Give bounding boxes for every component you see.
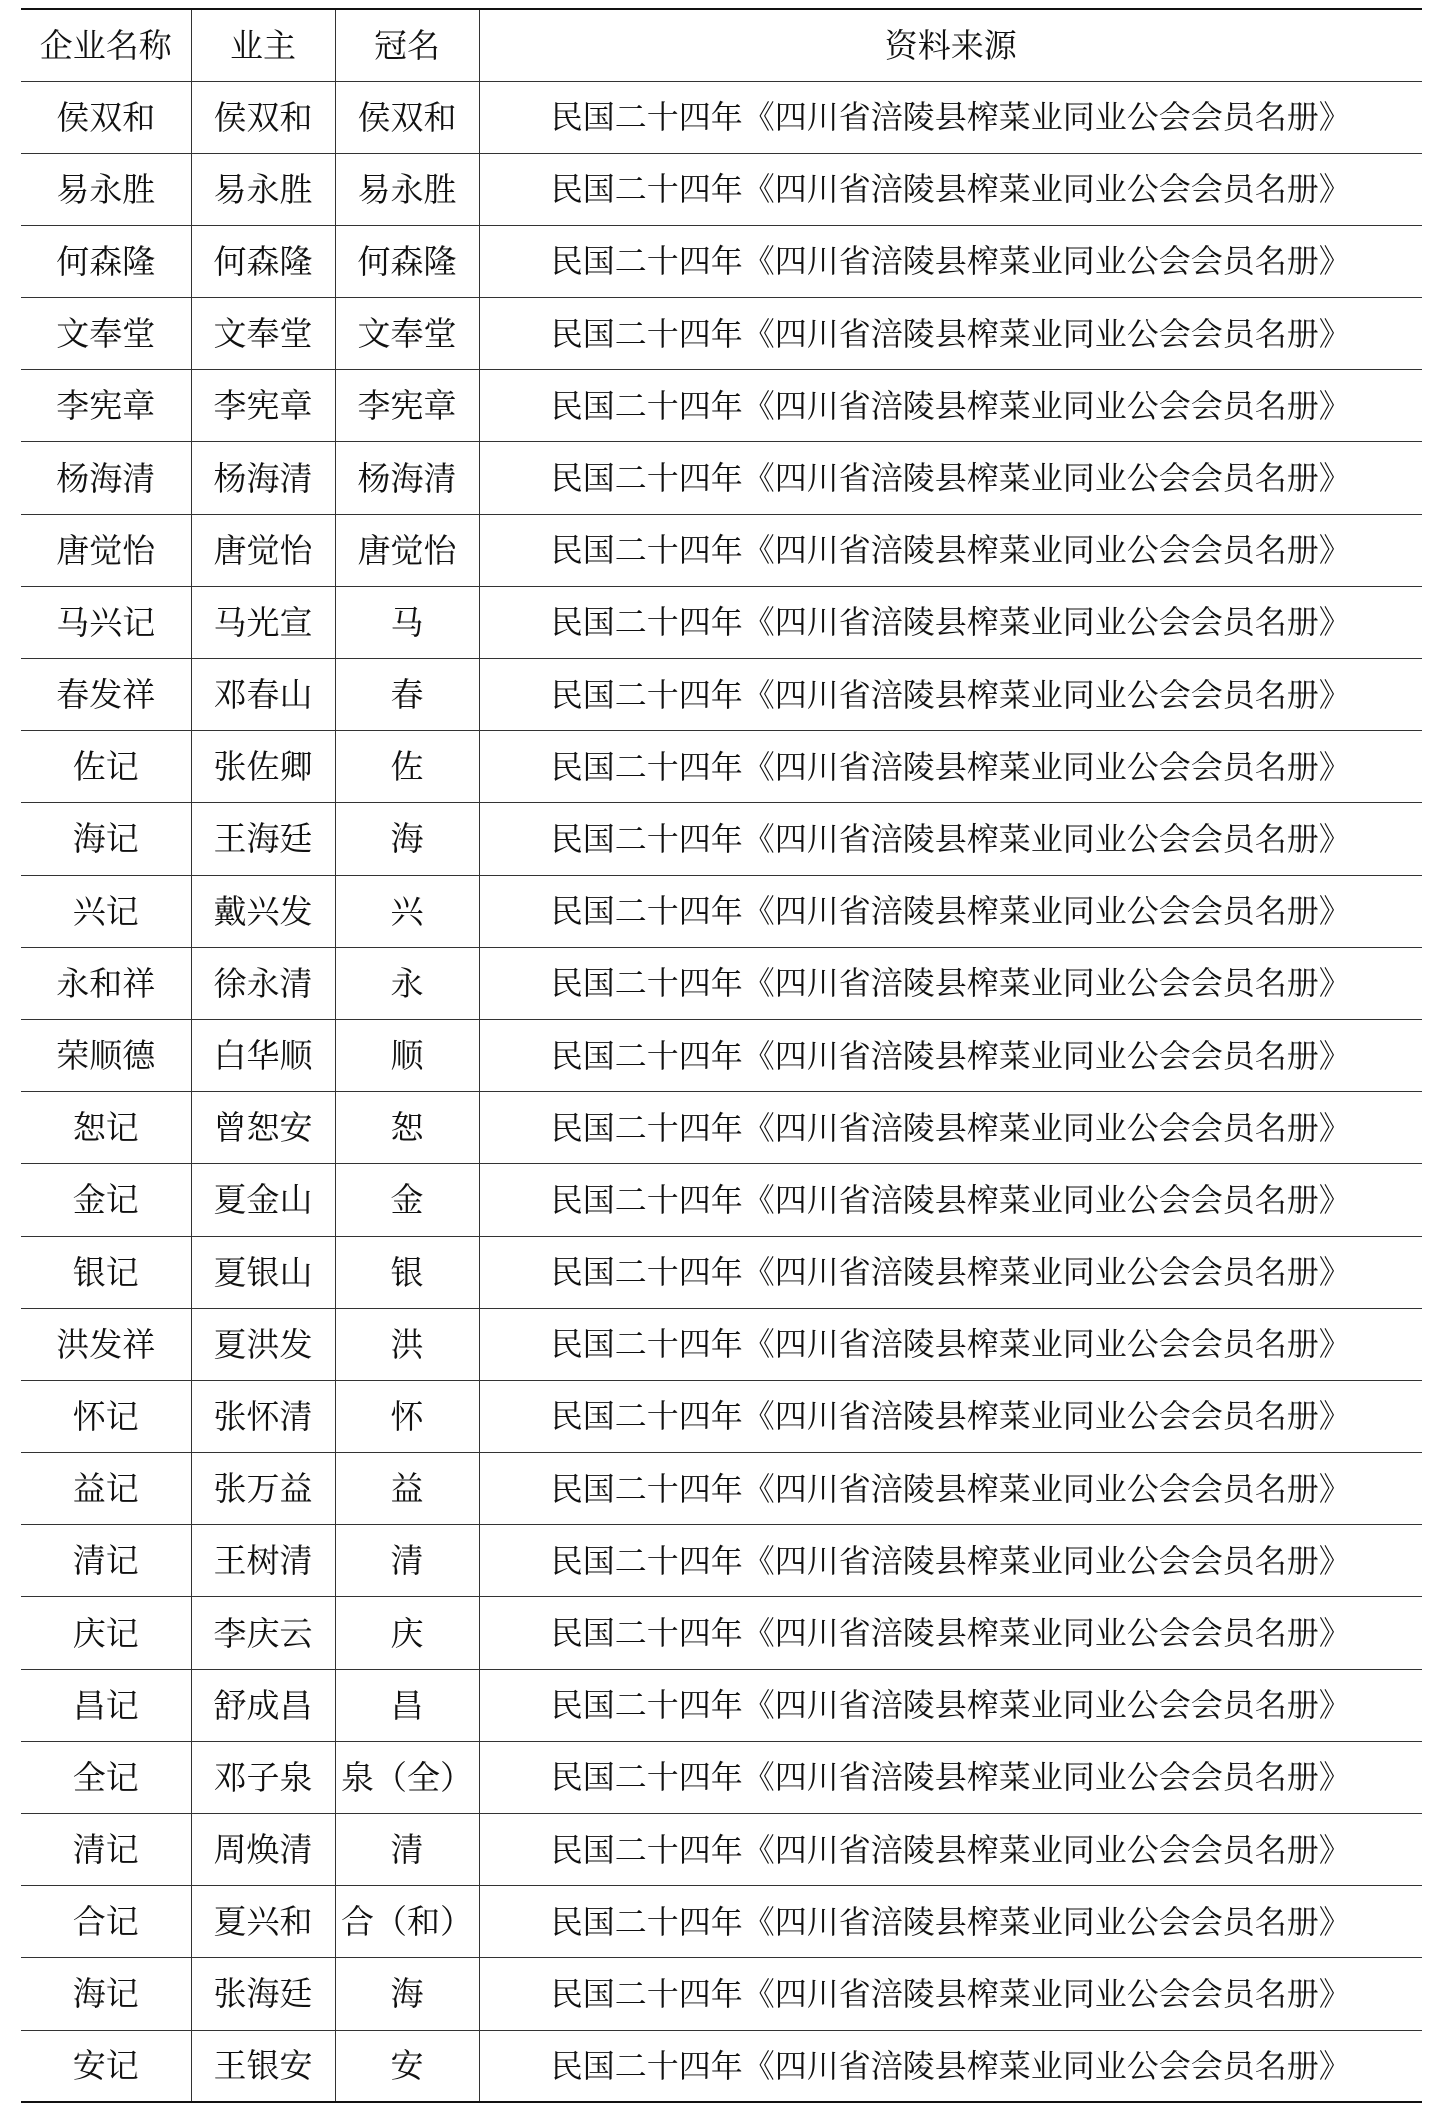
table-row — [21, 1092, 1422, 1164]
cell-brand-name: 恕 — [335, 1092, 479, 1164]
cell-source: 民国二十四年《四川省涪陵县榨菜业同业公会会员名册》 — [479, 1164, 1422, 1236]
cell-owner: 侯双和 — [191, 81, 335, 153]
cell-enterprise-name: 兴记 — [21, 875, 191, 947]
table-row — [21, 298, 1422, 370]
cell-enterprise-name: 海记 — [21, 803, 191, 875]
cell-owner: 曾恕安 — [191, 1092, 335, 1164]
cell-brand-name: 清 — [335, 1814, 479, 1886]
cell-brand-name: 李宪章 — [335, 370, 479, 442]
cell-source: 民国二十四年《四川省涪陵县榨菜业同业公会会员名册》 — [479, 1092, 1422, 1164]
table-row — [21, 1308, 1422, 1380]
cell-enterprise-name: 春发祥 — [21, 659, 191, 731]
cell-brand-name: 唐觉怡 — [335, 514, 479, 586]
cell-brand-name: 兴 — [335, 875, 479, 947]
cell-owner: 李宪章 — [191, 370, 335, 442]
cell-enterprise-name: 恕记 — [21, 1092, 191, 1164]
table-row — [21, 1236, 1422, 1308]
cell-brand-name: 清 — [335, 1525, 479, 1597]
cell-brand-name: 洪 — [335, 1308, 479, 1380]
cell-brand-name: 金 — [335, 1164, 479, 1236]
cell-enterprise-name: 李宪章 — [21, 370, 191, 442]
cell-brand-name: 银 — [335, 1236, 479, 1308]
table-row — [21, 803, 1422, 875]
table-row — [21, 1380, 1422, 1452]
cell-owner: 周焕清 — [191, 1814, 335, 1886]
cell-source: 民国二十四年《四川省涪陵县榨菜业同业公会会员名册》 — [479, 1886, 1422, 1958]
table-row — [21, 2030, 1422, 2102]
table-row — [21, 1019, 1422, 1091]
cell-brand-name: 庆 — [335, 1597, 479, 1669]
cell-owner: 张佐卿 — [191, 731, 335, 803]
cell-brand-name: 春 — [335, 659, 479, 731]
cell-source: 民国二十四年《四川省涪陵县榨菜业同业公会会员名册》 — [479, 875, 1422, 947]
cell-brand-name: 昌 — [335, 1669, 479, 1741]
cell-source: 民国二十四年《四川省涪陵县榨菜业同业公会会员名册》 — [479, 1453, 1422, 1525]
cell-enterprise-name: 杨海清 — [21, 442, 191, 514]
cell-enterprise-name: 文奉堂 — [21, 298, 191, 370]
cell-owner: 王海廷 — [191, 803, 335, 875]
cell-enterprise-name: 佐记 — [21, 731, 191, 803]
cell-enterprise-name: 益记 — [21, 1453, 191, 1525]
cell-source: 民国二十四年《四川省涪陵县榨菜业同业公会会员名册》 — [479, 2030, 1422, 2102]
cell-brand-name: 益 — [335, 1453, 479, 1525]
cell-owner: 张万益 — [191, 1453, 335, 1525]
cell-enterprise-name: 海记 — [21, 1958, 191, 2030]
cell-brand-name: 文奉堂 — [335, 298, 479, 370]
cell-source: 民国二十四年《四川省涪陵县榨菜业同业公会会员名册》 — [479, 298, 1422, 370]
cell-enterprise-name: 昌记 — [21, 1669, 191, 1741]
table-row — [21, 442, 1422, 514]
cell-enterprise-name: 易永胜 — [21, 153, 191, 225]
cell-brand-name: 侯双和 — [335, 81, 479, 153]
cell-owner: 唐觉怡 — [191, 514, 335, 586]
header-enterprise-name: 企业名称 — [21, 9, 191, 81]
table-row — [21, 225, 1422, 297]
cell-source: 民国二十四年《四川省涪陵县榨菜业同业公会会员名册》 — [479, 1597, 1422, 1669]
cell-source: 民国二十四年《四川省涪陵县榨菜业同业公会会员名册》 — [479, 1236, 1422, 1308]
cell-enterprise-name: 马兴记 — [21, 586, 191, 658]
cell-enterprise-name: 安记 — [21, 2030, 191, 2102]
cell-brand-name: 泉（全） — [335, 1741, 479, 1813]
table-row — [21, 1525, 1422, 1597]
cell-brand-name: 安 — [335, 2030, 479, 2102]
cell-source: 民国二十四年《四川省涪陵县榨菜业同业公会会员名册》 — [479, 514, 1422, 586]
cell-owner: 王银安 — [191, 2030, 335, 2102]
cell-brand-name: 马 — [335, 586, 479, 658]
cell-enterprise-name: 何森隆 — [21, 225, 191, 297]
cell-brand-name: 易永胜 — [335, 153, 479, 225]
cell-brand-name: 顺 — [335, 1019, 479, 1091]
cell-source: 民国二十四年《四川省涪陵县榨菜业同业公会会员名册》 — [479, 1308, 1422, 1380]
cell-owner: 王树清 — [191, 1525, 335, 1597]
cell-owner: 何森隆 — [191, 225, 335, 297]
header-owner: 业主 — [191, 9, 335, 81]
cell-enterprise-name: 全记 — [21, 1741, 191, 1813]
cell-source: 民国二十四年《四川省涪陵县榨菜业同业公会会员名册》 — [479, 1958, 1422, 2030]
cell-owner: 夏洪发 — [191, 1308, 335, 1380]
cell-source: 民国二十四年《四川省涪陵县榨菜业同业公会会员名册》 — [479, 370, 1422, 442]
cell-owner: 夏兴和 — [191, 1886, 335, 1958]
cell-source: 民国二十四年《四川省涪陵县榨菜业同业公会会员名册》 — [479, 1019, 1422, 1091]
cell-enterprise-name: 合记 — [21, 1886, 191, 1958]
cell-owner: 夏金山 — [191, 1164, 335, 1236]
cell-owner: 夏银山 — [191, 1236, 335, 1308]
enterprise-table — [21, 8, 1422, 2103]
table-row — [21, 81, 1422, 153]
cell-owner: 徐永清 — [191, 947, 335, 1019]
cell-source: 民国二十四年《四川省涪陵县榨菜业同业公会会员名册》 — [479, 225, 1422, 297]
cell-source: 民国二十四年《四川省涪陵县榨菜业同业公会会员名册》 — [479, 153, 1422, 225]
cell-brand-name: 佐 — [335, 731, 479, 803]
cell-source: 民国二十四年《四川省涪陵县榨菜业同业公会会员名册》 — [479, 659, 1422, 731]
cell-owner: 杨海清 — [191, 442, 335, 514]
table-row — [21, 947, 1422, 1019]
cell-enterprise-name: 洪发祥 — [21, 1308, 191, 1380]
table-row — [21, 586, 1422, 658]
cell-owner: 戴兴发 — [191, 875, 335, 947]
cell-brand-name: 怀 — [335, 1380, 479, 1452]
table-body — [21, 81, 1422, 2102]
header-source: 资料来源 — [479, 9, 1422, 81]
cell-owner: 邓子泉 — [191, 1741, 335, 1813]
cell-source: 民国二十四年《四川省涪陵县榨菜业同业公会会员名册》 — [479, 442, 1422, 514]
table-row — [21, 659, 1422, 731]
cell-owner: 白华顺 — [191, 1019, 335, 1091]
cell-enterprise-name: 荣顺德 — [21, 1019, 191, 1091]
cell-source: 民国二十四年《四川省涪陵县榨菜业同业公会会员名册》 — [479, 803, 1422, 875]
cell-owner: 马光宣 — [191, 586, 335, 658]
cell-owner: 李庆云 — [191, 1597, 335, 1669]
table-row — [21, 1958, 1422, 2030]
cell-source: 民国二十四年《四川省涪陵县榨菜业同业公会会员名册》 — [479, 947, 1422, 1019]
table-row — [21, 370, 1422, 442]
cell-source: 民国二十四年《四川省涪陵县榨菜业同业公会会员名册》 — [479, 731, 1422, 803]
cell-brand-name: 何森隆 — [335, 225, 479, 297]
cell-owner: 文奉堂 — [191, 298, 335, 370]
cell-source: 民国二十四年《四川省涪陵县榨菜业同业公会会员名册》 — [479, 1741, 1422, 1813]
cell-owner: 张海廷 — [191, 1958, 335, 2030]
table-row — [21, 1597, 1422, 1669]
cell-enterprise-name: 侯双和 — [21, 81, 191, 153]
cell-enterprise-name: 永和祥 — [21, 947, 191, 1019]
table-row — [21, 1886, 1422, 1958]
cell-owner: 邓春山 — [191, 659, 335, 731]
cell-source: 民国二十四年《四川省涪陵县榨菜业同业公会会员名册》 — [479, 1525, 1422, 1597]
cell-source: 民国二十四年《四川省涪陵县榨菜业同业公会会员名册》 — [479, 1669, 1422, 1741]
cell-enterprise-name: 金记 — [21, 1164, 191, 1236]
cell-enterprise-name: 庆记 — [21, 1597, 191, 1669]
cell-source: 民国二十四年《四川省涪陵县榨菜业同业公会会员名册》 — [479, 81, 1422, 153]
table-row — [21, 1453, 1422, 1525]
cell-brand-name: 杨海清 — [335, 442, 479, 514]
cell-source: 民国二十四年《四川省涪陵县榨菜业同业公会会员名册》 — [479, 1814, 1422, 1886]
table-row — [21, 731, 1422, 803]
cell-brand-name: 合（和） — [335, 1886, 479, 1958]
table-row — [21, 1814, 1422, 1886]
table-row — [21, 1669, 1422, 1741]
header-brand-name: 冠名 — [335, 9, 479, 81]
cell-enterprise-name: 清记 — [21, 1814, 191, 1886]
header-row — [21, 9, 1422, 81]
cell-brand-name: 永 — [335, 947, 479, 1019]
cell-enterprise-name: 怀记 — [21, 1380, 191, 1452]
cell-enterprise-name: 清记 — [21, 1525, 191, 1597]
cell-source: 民国二十四年《四川省涪陵县榨菜业同业公会会员名册》 — [479, 1380, 1422, 1452]
cell-owner: 张怀清 — [191, 1380, 335, 1452]
table-row — [21, 1741, 1422, 1813]
cell-enterprise-name: 唐觉怡 — [21, 514, 191, 586]
cell-owner: 易永胜 — [191, 153, 335, 225]
table-row — [21, 875, 1422, 947]
cell-enterprise-name: 银记 — [21, 1236, 191, 1308]
cell-brand-name: 海 — [335, 803, 479, 875]
cell-owner: 舒成昌 — [191, 1669, 335, 1741]
table-row — [21, 1164, 1422, 1236]
cell-brand-name: 海 — [335, 1958, 479, 2030]
table-row — [21, 153, 1422, 225]
cell-source: 民国二十四年《四川省涪陵县榨菜业同业公会会员名册》 — [479, 586, 1422, 658]
table-row — [21, 514, 1422, 586]
